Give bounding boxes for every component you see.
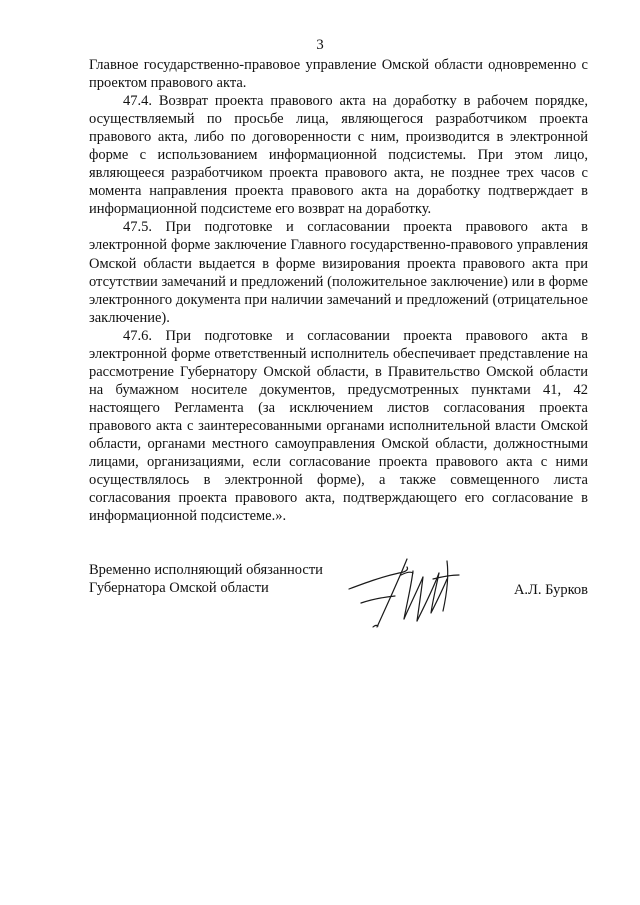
page-number: 3: [316, 37, 324, 53]
paragraph-47-5: 47.5. При подготовке и согласовании проекта правового акта в электронной форме заключение Главного государственно-правового управления Омской области выдается в форме визирования проекта правового акта при отсутствии замечаний и предложений (положительное заключение) или в форме электронного документа при наличии замечаний и предложений (отрицательное заключение).: [89, 219, 588, 326]
signature-block: [89, 561, 588, 641]
signatory-position-line-2: Губернатора Омской области: [89, 580, 269, 596]
document-body: [89, 56, 588, 525]
signatory-position: [89, 561, 323, 597]
paragraph-47-6: 47.6. При подготовке и согласовании проекта правового акта в электронной форме ответственный исполнитель обеспечивает представление на рассмотрение Губернатору Омской области, в Правительство Омской области на бумажном носителе документов, предусмотренных пунктами 41, 42 настоящего Регламента (за исключением листов согласования проекта правового акта с заинтересованными органами исполнительной власти Омской области, органами местного самоуправления Омской области, должностными лицами, организациями, если согласование проекта правового акта с ними осуществлялось в электронной форме), а также совмещенного листа согласования проекта правового акта, подтверждающего его согласование в информационной подсистеме.».: [89, 327, 588, 525]
paragraph-continuation: Главное государственно-правовое управление Омской области одновременно с проектом правового акта.: [89, 57, 588, 92]
signatory-position-line-1: Временно исполняющий обязанности: [89, 562, 323, 578]
signatory-name: А.Л. Бурков: [513, 582, 588, 598]
paragraph-47-4: 47.4. Возврат проекта правового акта на доработку в рабочем порядке, осуществляемый по просьбе лица, являющегося разработчиком проекта правового акта, либо по договоренности с ним, производится в электронной форме с использованием информационной подсистемы. При этом лицо, являющееся разработчиком проекта правового акта, не позднее трех часов с момента направления проекта правового акта на доработку подтверждает в информационной подсистеме его возврат на доработку.: [89, 93, 588, 218]
handwritten-signature: [347, 553, 477, 637]
